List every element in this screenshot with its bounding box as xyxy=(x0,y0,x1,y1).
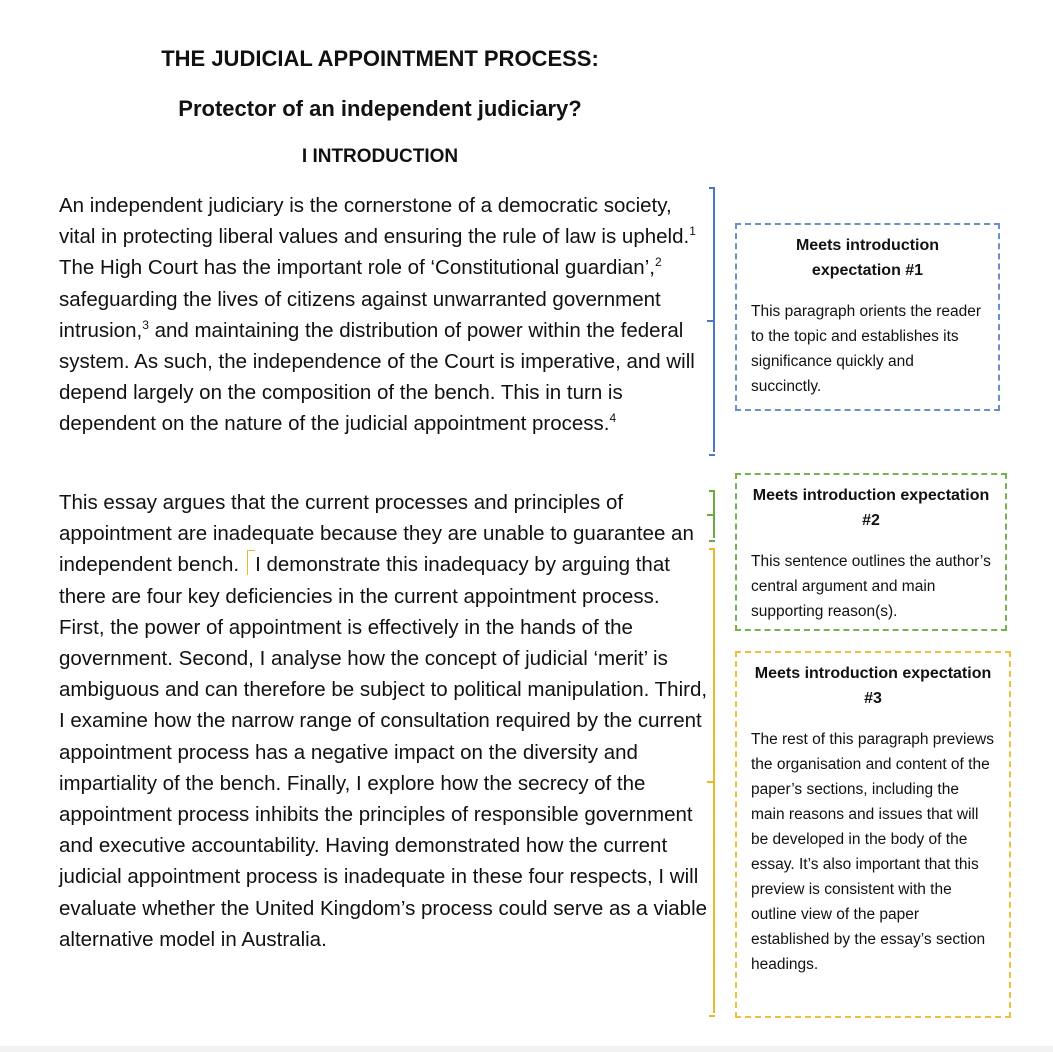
footnote-ref-1[interactable]: 1 xyxy=(689,224,696,239)
annotation-3-text: The rest of this paragraph previews the organisation and content of the paper’s sections, including the main reasons and issues that will be developed in the body of the essay. It’s also important that this preview is consistent with the outline view of the paper established by the essay’s section headings. xyxy=(751,731,994,973)
annotation-box-3 xyxy=(735,651,1011,1018)
annotation-box-1 xyxy=(735,223,1000,411)
annotation-3-heading: Meets introduction expectation #3 xyxy=(754,665,992,707)
annotation-1-text: This paragraph orients the reader to the topic and establishes its significance quickly and succinctly. xyxy=(751,303,982,395)
annotation-2-text: This sentence outlines the author’s central argument and main supporting reason(s). xyxy=(751,553,991,620)
document-subtitle: Protector of an independent judiciary? xyxy=(178,96,582,121)
para1-sentence-1: An independent judiciary is the cornerstone of a democratic society, vital in protecting liberal values and ensuring the rule of law is upheld. xyxy=(59,194,690,249)
para1-sentence-2: The High Court has the important role of ‘Constitutional guardian’, xyxy=(59,256,655,280)
intro-paragraph-2 xyxy=(59,487,709,955)
footnote-ref-3[interactable]: 3 xyxy=(142,317,149,332)
annotation-1-heading: Meets introduction expectation #1 xyxy=(795,237,940,279)
highlight-start-marker xyxy=(247,550,255,575)
bracket-preview xyxy=(708,548,715,1013)
para1-sentence-4: and maintaining the distribution of power within the federal system. As such, the independence of the Court is imperative, and will depend largely on the composition of the bench. This in turn is dependent on the nature of the judicial appointment process. xyxy=(59,318,695,436)
intro-paragraph-1 xyxy=(59,190,709,440)
section-heading: I INTRODUCTION xyxy=(301,146,459,167)
bracket-paragraph-1 xyxy=(708,187,715,452)
footnote-ref-2[interactable]: 2 xyxy=(654,255,662,270)
argument-sentence: This essay argues that the current processes and principles of appointment are inadequate because they are unable to guarantee an independent bench. xyxy=(59,491,694,577)
annotation-2-heading: Meets introduction expectation #2 xyxy=(752,487,990,529)
para1-sentence-3: safeguarding the lives of citizens against unwarranted government intrusion, xyxy=(59,287,661,342)
document-title: THE JUDICIAL APPOINTMENT PROCESS: xyxy=(161,46,599,71)
bracket-argument xyxy=(708,490,715,538)
footnote-ref-4[interactable]: 4 xyxy=(609,411,617,426)
page-bottom-edge xyxy=(0,1046,1053,1052)
preview-sentences: I demonstrate this inadequacy by arguing that there are four key deficiencies in the current appointment process. First, the power of appointment is effectively in the hands of the government. Second, I analyse how the concept of judicial ‘merit’ is ambiguous and can therefore be subject to political manipulation. Third, I examine how the narrow range of consultation required by the current appointment process has a negative impact on the diversity and impartiality of the bench. Finally, I explore how the secrecy of the appointment process inhibits the principles of responsible government and executive accountability. Having demonstrated how the current judicial appointment process is inadequate in these four respects, I will evaluate whether the United Kingdom’s process could serve as a viable alternative model in Australia. xyxy=(59,553,708,951)
annotation-box-2 xyxy=(735,473,1007,631)
